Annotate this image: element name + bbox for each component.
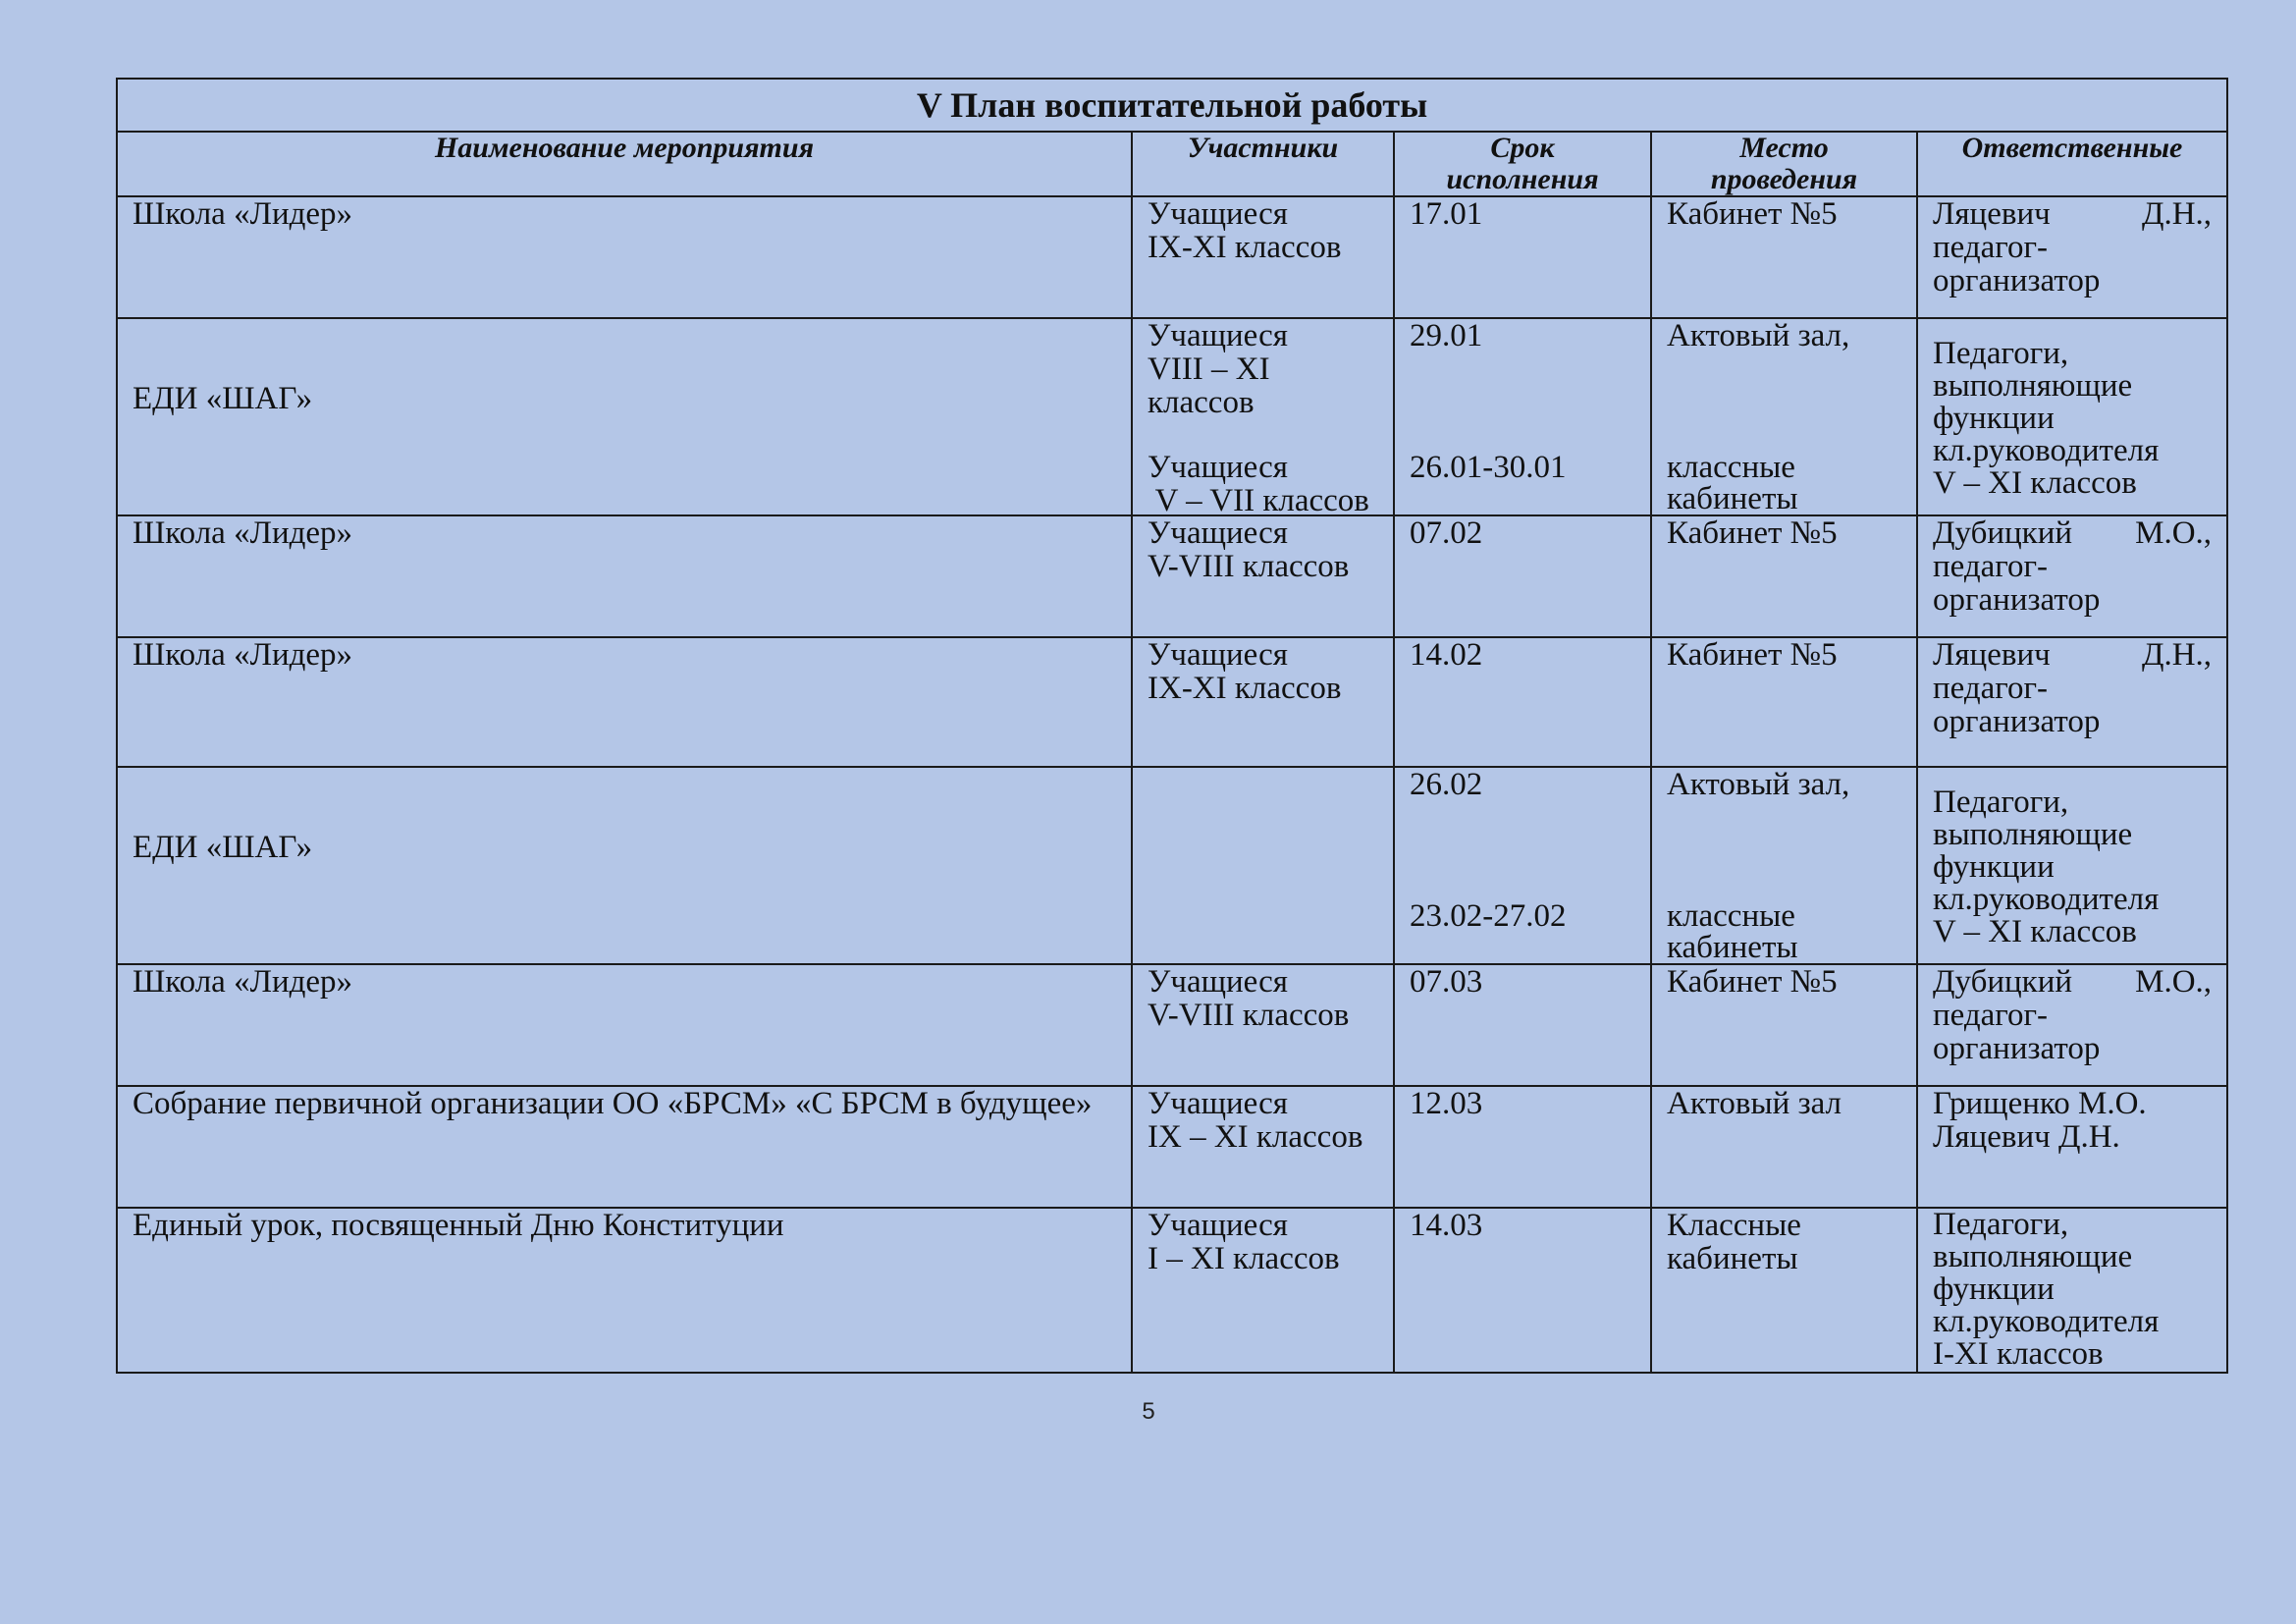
responsible-initials: М.О., bbox=[2135, 515, 2213, 551]
place-line: Актовый зал, bbox=[1667, 767, 1850, 802]
event-place: Кабинет №5 bbox=[1651, 964, 1917, 1086]
responsible-line: функции bbox=[1933, 401, 2055, 436]
responsible bbox=[1917, 964, 2227, 1086]
responsible-line: педагог- bbox=[1933, 230, 2049, 265]
responsible-first-line bbox=[1933, 516, 2212, 550]
participants-line: V-VIII классов bbox=[1148, 998, 1350, 1033]
responsible bbox=[1917, 1208, 2227, 1373]
header-place-line-1: Место bbox=[1739, 132, 1829, 164]
event-date: 14.02 bbox=[1394, 637, 1651, 767]
responsible-surname: Ляцевич bbox=[1933, 637, 2051, 673]
participants-line: I – XI классов bbox=[1148, 1241, 1340, 1276]
place-line: классные bbox=[1667, 450, 1795, 485]
responsible-first-line bbox=[1933, 638, 2212, 672]
event-place: Кабинет №5 bbox=[1651, 515, 1917, 637]
event-date: 12.03 bbox=[1394, 1086, 1651, 1208]
responsible-line: кл.руководителя bbox=[1933, 882, 2160, 917]
participants bbox=[1132, 318, 1394, 518]
responsible-line: педагог- bbox=[1933, 998, 2049, 1033]
event-place bbox=[1651, 767, 1917, 964]
event-name-cell bbox=[117, 318, 1132, 515]
responsible-initials: Д.Н., bbox=[2141, 196, 2213, 232]
event-name: Школа «Лидер» bbox=[117, 515, 1132, 637]
page-number: 5 bbox=[1142, 1398, 1155, 1425]
responsible bbox=[1917, 1086, 2227, 1208]
responsible-line: организатор bbox=[1933, 582, 2101, 618]
responsible-line: выполняющие bbox=[1933, 368, 2133, 404]
participants bbox=[1132, 637, 1394, 767]
table-title: V План воспитательной работы bbox=[117, 79, 2227, 132]
event-name-cell bbox=[117, 767, 1132, 964]
event-date bbox=[1394, 767, 1651, 964]
responsible-line: Педагоги, bbox=[1933, 336, 2069, 371]
responsible-line: V – XI классов bbox=[1933, 465, 2137, 501]
place-line: классные bbox=[1667, 898, 1795, 934]
participants-line: V – VII классов bbox=[1148, 483, 1369, 518]
responsible-line: кл.руководителя bbox=[1933, 1304, 2160, 1339]
header-participants: Участники bbox=[1132, 132, 1394, 196]
event-name: Школа «Лидер» bbox=[117, 637, 1132, 767]
event-date: 14.03 bbox=[1394, 1208, 1651, 1373]
event-date bbox=[1394, 318, 1651, 515]
header-responsible: Ответственные bbox=[1917, 132, 2227, 196]
participants-line: Учащиеся bbox=[1148, 964, 1288, 1000]
participants bbox=[1132, 515, 1394, 637]
place-line: кабинеты bbox=[1667, 1241, 1798, 1276]
responsible-line: выполняющие bbox=[1933, 1239, 2133, 1274]
participants bbox=[1132, 1208, 1394, 1373]
table-row bbox=[117, 515, 2227, 637]
table-row bbox=[117, 964, 2227, 1086]
responsible-surname: Дубицкий bbox=[1933, 515, 2073, 551]
table-row bbox=[117, 196, 2227, 318]
responsible bbox=[1917, 515, 2227, 637]
place-line: Классные bbox=[1667, 1208, 1801, 1243]
place-line: кабинеты bbox=[1667, 481, 1798, 516]
responsible-line: V – XI классов bbox=[1933, 914, 2137, 949]
responsible-surname: Ляцевич bbox=[1933, 196, 2051, 232]
header-deadline-line-1: Срок bbox=[1490, 132, 1555, 164]
responsible-line: Ляцевич Д.Н. bbox=[1933, 1119, 2120, 1155]
event-name: Школа «Лидер» bbox=[117, 196, 1132, 318]
responsible-line: Педагоги, bbox=[1933, 1207, 2069, 1242]
responsible-line: функции bbox=[1933, 1272, 2055, 1307]
participants-line: Учащиеся bbox=[1148, 1208, 1288, 1243]
header-place bbox=[1651, 132, 1917, 196]
responsible-surname: Дубицкий bbox=[1933, 964, 2073, 1000]
event-name: ЕДИ «ШАГ» bbox=[133, 381, 313, 416]
table-row bbox=[117, 767, 2227, 964]
date-line: 26.01-30.01 bbox=[1410, 450, 1567, 485]
event-place: Кабинет №5 bbox=[1651, 637, 1917, 767]
event-date: 17.01 bbox=[1394, 196, 1651, 318]
responsible-line: кл.руководителя bbox=[1933, 433, 2160, 468]
responsible-initials: Д.Н., bbox=[2141, 637, 2213, 673]
event-name-text: Собрание первичной организации ОО «БРСМ» «С БРСМ в будущее» bbox=[133, 1086, 1093, 1121]
table-row bbox=[117, 318, 2227, 515]
title-row bbox=[117, 79, 2227, 132]
date-line: 26.02 bbox=[1410, 767, 1483, 802]
participants-line: Учащиеся bbox=[1148, 196, 1288, 232]
participants-line: IX-XI классов bbox=[1148, 230, 1342, 265]
participants bbox=[1132, 196, 1394, 318]
participants-line: Учащиеся bbox=[1148, 515, 1288, 551]
table-row bbox=[117, 1086, 2227, 1208]
date-line: 29.01 bbox=[1410, 318, 1483, 353]
participants-line: IX-XI классов bbox=[1148, 671, 1342, 706]
responsible-first-line bbox=[1933, 197, 2212, 231]
place-line: Актовый зал, bbox=[1667, 318, 1850, 353]
responsible-initials: М.О., bbox=[2135, 964, 2213, 1000]
header-deadline bbox=[1394, 132, 1651, 196]
header-place-line-2: проведения bbox=[1710, 163, 1858, 195]
participants-line: IX – XI классов bbox=[1148, 1119, 1363, 1155]
event-place bbox=[1651, 1208, 1917, 1373]
responsible-line: организатор bbox=[1933, 263, 2101, 298]
responsible-line: Педагоги, bbox=[1933, 785, 2069, 820]
table-row bbox=[117, 1208, 2227, 1373]
event-name bbox=[117, 1086, 1132, 1208]
responsible-line: организатор bbox=[1933, 704, 2101, 739]
responsible bbox=[1917, 318, 2227, 515]
responsible bbox=[1917, 196, 2227, 318]
participants-line: классов bbox=[1148, 385, 1255, 420]
participants-line: Учащиеся bbox=[1148, 1086, 1288, 1121]
responsible-line: выполняющие bbox=[1933, 817, 2133, 852]
header-name: Наименование мероприятия bbox=[117, 132, 1132, 196]
responsible-first-line bbox=[1933, 965, 2212, 999]
event-place: Актовый зал bbox=[1651, 1086, 1917, 1208]
table-row bbox=[117, 637, 2227, 767]
plan-table bbox=[116, 78, 2228, 1374]
responsible bbox=[1917, 767, 2227, 964]
participants-line: Учащиеся bbox=[1148, 637, 1288, 673]
responsible-line: Грищенко М.О. bbox=[1933, 1086, 2147, 1121]
participants-line: V-VIII классов bbox=[1148, 549, 1350, 584]
header-row bbox=[117, 132, 2227, 196]
event-place: Кабинет №5 bbox=[1651, 196, 1917, 318]
event-date: 07.03 bbox=[1394, 964, 1651, 1086]
event-place bbox=[1651, 318, 1917, 515]
event-date: 07.02 bbox=[1394, 515, 1651, 637]
date-line: 23.02-27.02 bbox=[1410, 898, 1567, 934]
participants bbox=[1132, 1086, 1394, 1208]
responsible-line: педагог- bbox=[1933, 671, 2049, 706]
event-name: ЕДИ «ШАГ» bbox=[133, 830, 313, 865]
participants-empty bbox=[1132, 767, 1394, 964]
responsible-line: функции bbox=[1933, 849, 2055, 885]
responsible-line: I-XI классов bbox=[1933, 1336, 2104, 1372]
event-name: Школа «Лидер» bbox=[117, 964, 1132, 1086]
participants-line: Учащиеся bbox=[1148, 318, 1288, 353]
participants-line: VIII – XI bbox=[1148, 352, 1270, 387]
responsible-line: педагог- bbox=[1933, 549, 2049, 584]
place-line: кабинеты bbox=[1667, 930, 1798, 965]
header-deadline-line-2: исполнения bbox=[1446, 163, 1599, 195]
responsible bbox=[1917, 637, 2227, 767]
participants-line: Учащиеся bbox=[1148, 450, 1288, 485]
participants bbox=[1132, 964, 1394, 1086]
responsible-line: организатор bbox=[1933, 1031, 2101, 1066]
event-name: Единый урок, посвященный Дню Конституции bbox=[117, 1208, 1132, 1373]
